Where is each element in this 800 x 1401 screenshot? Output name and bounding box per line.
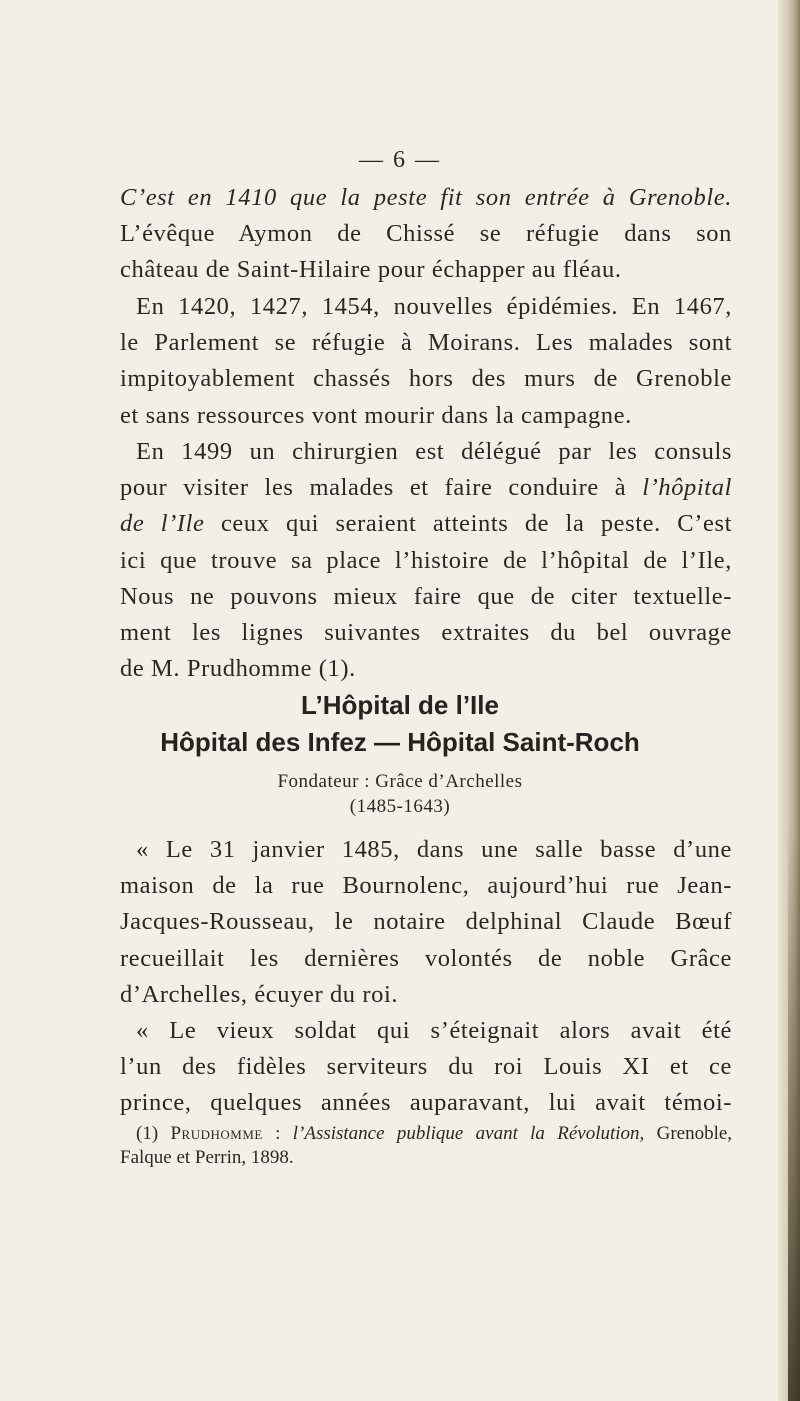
footnote-title: l’Assistance publique avant la Révolution, xyxy=(292,1123,645,1144)
paragraph-3 xyxy=(120,434,732,687)
footnote-line xyxy=(120,1122,732,1146)
quote-1-line: recueillait les dernières volontés de noble Grâce xyxy=(120,944,732,972)
paragraph-3-line: Nous ne pouvons mieux faire que de citer textuelle- xyxy=(120,582,732,610)
paragraph-3-line: ment les lignes suivantes extraites du bel ouvrage xyxy=(120,619,732,647)
paragraph-3-italic: l’hôpital xyxy=(642,474,732,502)
footnote xyxy=(120,1122,732,1170)
footnote-separator: : xyxy=(275,1123,281,1144)
paragraph-3-text: pour visiter les malades et faire conduire à xyxy=(120,474,627,502)
paragraph-3-line xyxy=(120,506,732,542)
quote-1 xyxy=(120,832,732,1013)
paragraph-2-line: impitoyablement chassés hors des murs de Grenoble xyxy=(120,365,732,393)
quote-2-line: l’un des fidèles serviteurs du roi Louis XI et ce xyxy=(120,1053,732,1081)
quote-1-line: d’Archelles, écuyer du roi. xyxy=(120,980,399,1008)
section-title: L’Hôpital de l’Ile xyxy=(301,690,499,720)
quote-2 xyxy=(120,1013,732,1122)
paragraph-1-line: château de Saint-Hilaire pour échapper au fléau. xyxy=(120,256,622,284)
paragraph-3-line: de M. Prudhomme (1). xyxy=(120,655,356,683)
paragraph-2 xyxy=(120,289,732,434)
quote-2-line: prince, quelques années auparavant, lui avait témoi- xyxy=(120,1089,732,1117)
quote-2-line: « Le vieux soldat qui s’éteignait alors avait été xyxy=(136,1017,732,1044)
paragraph-3-line: En 1499 un chirurgien est délégué par les consuls xyxy=(136,438,732,465)
founder-dates: (1485-1643) xyxy=(349,796,451,817)
paragraph-1-line: L’évêque Aymon de Chissé se réfugie dans son xyxy=(120,220,732,248)
footnote-marker: (1) xyxy=(136,1123,159,1144)
paragraph-2-line: le Parlement se réfugie à Moirans. Les malades sont xyxy=(120,329,732,357)
paragraph-1-line: C’est en 1410 que la peste fit son entrée à Grenoble. xyxy=(120,184,732,211)
paragraph-3-line: ici que trouve sa place l’histoire de l’hôpital de l’Ile, xyxy=(120,546,732,574)
footnote-author: Prudhomme xyxy=(170,1123,263,1144)
section-subtitle: Hôpital des Infez — Hôpital Saint-Roch xyxy=(160,727,640,757)
page-edge-stain xyxy=(788,820,800,1401)
footnote-line: Falque et Perrin, 1898. xyxy=(120,1147,294,1168)
paragraph-1 xyxy=(120,180,732,289)
footnote-place: Grenoble, xyxy=(656,1123,733,1144)
paragraph-2-line: et sans ressources vont mourir dans la campagne. xyxy=(120,401,632,429)
page-number: — 6 — xyxy=(359,147,441,173)
paragraph-3-line xyxy=(120,470,732,506)
paragraph-3-text: ceux qui seraient atteints de la peste. C’est xyxy=(220,510,732,538)
founder-line: Fondateur : Grâce d’Archelles xyxy=(277,771,523,792)
quote-1-line: maison de la rue Bournolenc, aujourd’hui rue Jean- xyxy=(120,872,732,900)
paragraph-3-italic: de l’Ile xyxy=(120,510,205,538)
quote-1-line: Jacques-Rousseau, le notaire delphinal Claude Bœuf xyxy=(120,908,732,936)
quote-1-line: « Le 31 janvier 1485, dans une salle basse d’une xyxy=(136,836,732,863)
paragraph-2-line: En 1420, 1427, 1454, nouvelles épidémies. En 1467, xyxy=(136,293,732,320)
